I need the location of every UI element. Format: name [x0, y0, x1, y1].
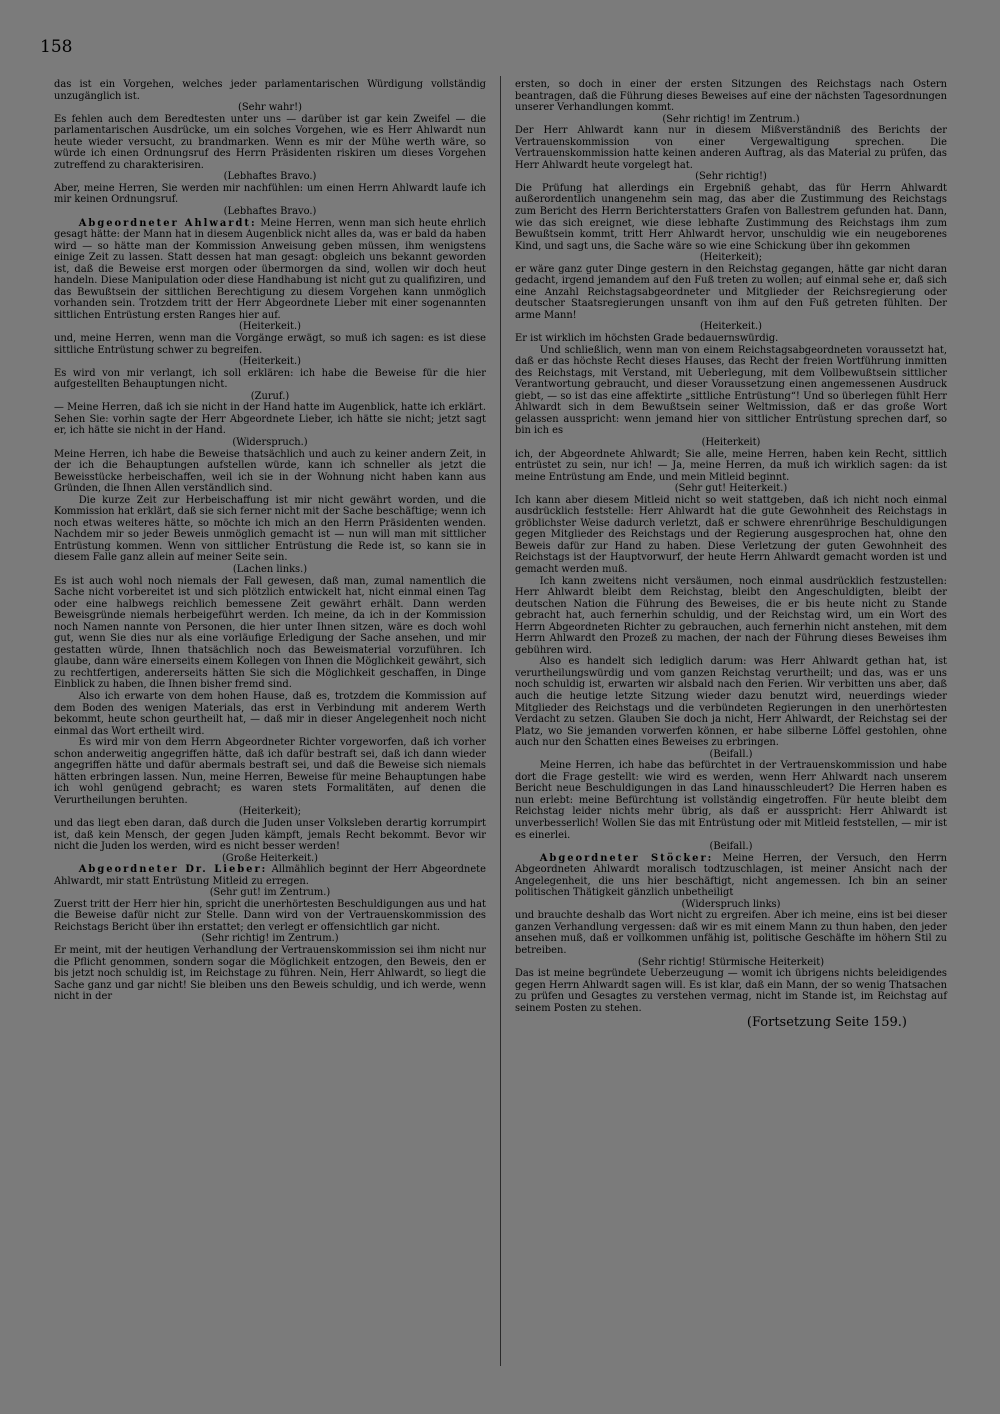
interjection: (Widerspruch.) [232, 436, 308, 448]
interjection: (Sehr richtig! im Zentrum.) [201, 933, 339, 945]
speech-paragraph [515, 853, 947, 899]
paragraph: und brauchte deshalb das Wort nicht zu ergreifen. Aber ich meine, eins ist bei dieser ganzen Verhandlung vergessen: daß wir es mit einem Mann zu thun haben, den jeder ansehen muß, daß er vollkommen unfähig ist, politische Geschäfte im höhern Stil zu betreiben. [515, 910, 947, 957]
paragraph: Es wird von mir verlangt, ich soll erklären: ich habe die Beweise für die hier aufgestellten Behauptungen nicht. [54, 367, 486, 391]
interjection: (Heiterkeit); [238, 806, 302, 818]
interjection: (Sehr gut! im Zentrum.) [209, 887, 331, 899]
paragraph: Die Prüfung hat allerdings ein Ergebniß gehabt, das für Herrn Ahlwardt außerordentlich unangenehm sein mag, das aber die Zustimmung des Reichstags zum Bericht des Herrn Berichterstatters Grafen von Ballestrem gefunden hat. Dann, wie das sich ereignet, wie diese lebhafte Zustimmung des Reichstags ihm zum Bewußtsein kommt, tritt Herr Ahlwardt hervor, unschuldig wie ein neugeborenes Kind, und sagt uns, die Sache wäre so wie eine Schickung über ihn gekommen [515, 182, 947, 252]
speaker-name: Abgeordneter Stöcker: [539, 852, 714, 864]
paragraph: Und schließlich, wenn man von einem Reichstagsabgeordneten voraussetzt hat, daß er das höchste Recht dieses Hauses, das Recht der freien Wortführung inmitten des Reichstags, mit Verstand, mit Ueberlegung, mit dem Vollbewußtsein sittlicher Verantwortung gebraucht, und dieser Voraussetzung einen angemessenen Ausdruck giebt, — so ist das eine affektirte „sittliche Entrüstung“! Und so überlegen fühlt Herr Ahlwardt sich in dem Bewußtsein seiner Weltmission, daß er das große Wort gelassen ausspricht: wenn jemand hier von sittlicher Entrüstung sprechen darf, so bin ich es [515, 344, 947, 437]
right-column [515, 79, 947, 1029]
interjection: (Heiterkeit.) [700, 321, 762, 333]
column-divider [500, 76, 501, 1366]
interjection: (Heiterkeit) [701, 436, 761, 448]
interjection: (Sehr wahr!) [238, 102, 302, 114]
paragraph: — Meine Herren, daß ich sie nicht in der Hand hatte im Augenblick, hatte ich erklärt. Sehen Sie: vorhin sagte der Herr Abgeordnete Lieber, ich hätte sie nicht; jetzt sagt er, ich hätte sie nicht in der Hand. [54, 402, 486, 437]
paragraph: Ich kann aber diesem Mitleid nicht so weit stattgeben, daß ich nicht noch einmal ausdrücklich feststelle: Herr Ahlwardt hat die gute Gewohnheit des Reichstags in gröblichster Weise dadurch verletzt, daß er schwere ehrenrührige Beschuldigungen gegen Mitglieder des Reichstags und der Regierung ausgesprochen hat, ohne den Beweis dafür zur Hand zu haben. Diese Verletzung der guten Gewohnheit des Reichstags ist der Hauptvorwurf, der heute Herrn Ahlwardt gemacht worden ist und gemacht werden muß. [515, 494, 947, 575]
speech-paragraph [54, 218, 486, 322]
paragraph: Meine Herren, ich habe das befürchtet in der Vertrauenskommission und habe dort die Frage gestellt: wie wird es werden, wenn Herr Ahlwardt nach unserem Bericht neue Beschuldigungen in das Land hinausschleudert? Die Herren haben es nun erlebt: meine Befürchtung ist vollständig eingetroffen. Für heute bleibt dem Reichstag leider nichts mehr übrig, als daß er ausspricht: Herr Ahlwardt ist unverbesserlich! Wollen Sie das mit Entrüstung oder mit Mitleid feststellen, — mir ist es einerlei. [515, 760, 947, 841]
speech-paragraph [54, 864, 486, 887]
paragraph: er wäre ganz guter Dinge gestern in den Reichstag gegangen, hätte gar nicht daran gedacht, irgend jemandem auf den Fuß treten zu wollen; auf einmal sehe er, daß sich eine Anzahl Reichstagsabgeordneter und Mitglieder der Reichsregierung oder deutscher Staatsregierungen unsanft von ihm auf den Fuß getreten fühlten. Der arme Mann! [515, 263, 947, 321]
paragraph: Es fehlen auch dem Beredtesten unter uns — darüber ist gar kein Zweifel — die parlamentarischen Ausdrücke, um ein solches Vorgehen, wie es Herr Ahlwardt nun heute wieder versucht, zu brandmarken. Wenn es mir der Mühe werth wäre, so würde ich einen Ordnungsruf des Herrn Präsidenten riskiren um dieses Vorgehen zutreffend zu charakterisiren. [54, 113, 486, 171]
interjection: (Lachen links.) [232, 563, 308, 575]
paragraph: Der Herr Ahlwardt kann nur in diesem Mißverständniß des Berichts der Vertrauenskommission von einer Vergewaltigung sprechen. Die Vertrauenskommission hatte keinen anderen Auftrag, als das Material zu prüfen, das Herr Ahlwardt heute vorgelegt hat. [515, 125, 947, 171]
paragraph: ersten, so doch in einer der ersten Sitzungen des Reichstags nach Ostern beantragen, daß die Führung dieses Beweises auf eine der nächsten Tagesordnungen unserer Verhandlungen kommt. [515, 79, 947, 114]
interjection: (Zuruf.) [250, 390, 290, 402]
paragraph: Meine Herren, ich habe die Beweise thatsächlich und auch zu keiner andern Zeit, in der ich die Behauptungen aufstellen würde, kann ich schneller als jetzt die Beweisstücke herbeischaffen, weil ich sie in der Wohnung nicht haben kann aus Gründen, die Ihnen Allen verständlich sind. [54, 448, 486, 495]
paragraph: Es wird mir von dem Herrn Abgeordneter Richter vorgeworfen, daß ich vorher schon anderweitig angegriffen hätte, daß ich dafür bestraft sei, daß ich dann wieder angegriffen hätte und dafür abermals bestraft sei, und daß die Beweise sich niemals hätten erbringen lassen. Nun, meine Herren, Beweise für meine Behauptungen habe ich wohl genügend gebracht; es waren stets Formalitäten, auf denen die Verurtheilungen beruhten. [54, 737, 486, 806]
interjection: (Sehr richtig!) [695, 171, 767, 183]
paragraph: Also ich erwarte von dem hohen Hause, daß es, trotzdem die Kommission auf dem Boden des wenigen Materials, das erst in Verbindung mit anderem Werth bekommt, heute schon geurtheilt hat, — daß mir in dieser Angelegenheit noch nicht einmal das Wort ertheilt wird. [54, 690, 486, 737]
interjection: (Heiterkeit.) [239, 321, 301, 333]
continuation-note: (Fortsetzung Seite 159.) [746, 1015, 907, 1031]
paragraph: ich, der Abgeordnete Ahlwardt; Sie alle, meine Herren, haben kein Recht, sittlich entrüstet zu sein, nur ich! — Ja, meine Herren, da muß ich wirklich sagen: da ist meine Entrüstung am Ende, und mein Mitleid beginnt. [515, 448, 947, 483]
speech-text: Allmählich beginnt der Herr Abgeordnete Ahlwardt, mir statt Entrüstung Mitleid zu erregen. [54, 864, 486, 887]
paragraph: Er meint, mit der heutigen Verhandlung der Vertrauenskommission sei ihm nicht nur die Pflicht genommen, sondern sogar die Möglichkeit entzogen, den Beweis, den er bis jetzt noch schuldig ist, im Reichstage zu führen. Nein, Herr Ahlwardt, so liegt die Sache ganz und gar nicht! Sie bleiben uns den Beweis schuldig, und ich werde, wenn nicht in der [54, 945, 486, 1003]
paragraph: Aber, meine Herren, Sie werden mir nachfühlen: um einen Herrn Ahlwardt laufe ich mir keinen Ordnungsruf. [54, 182, 486, 206]
paragraph: Also es handelt sich lediglich darum: was Herr Ahlwardt gethan hat, ist verurtheilungswürdig und vom ganzen Reichstag verurtheilt; und das, was er uns noch schuldig ist, erwarten wir alsbald nach den Ferien. Wir verbitten uns aber, daß auch die heutige letzte Sitzung wieder dazu benutzt wird, neuerdings wieder Mitglieder des Reichstags und die verbündeten Regierungen in den unerhörtesten Verdacht zu setzen. Glauben Sie doch ja nicht, Herr Ahlwardt, der Reichstag sei der Platz, wo Sie jemanden vorwerfen können, er habe silberne Löffel gestohlen, ohne auch nur den Schatten eines Beweises zu erbringen. [515, 656, 947, 749]
speech-text: Meine Herren, wenn man sich heute ehrlich gesagt hätte: der Mann hat in diesem Augenblick nicht alles da, was er bald da haben wird — so hätte man der Kommission Anweisung geben müssen, ihm wenigstens einige Zeit zu lassen. Statt dessen hat man gesagt: obgleich uns bekannt geworden ist, daß die Beweise erst morgen oder übermorgen da sind, wollen wir doch heut handeln. Diese Manipulation oder diese Handhabung ist nicht gut zu qualifiziren, und das Bewußtsein der sittlichen Berechtigung zu diesem Vorgehen kann unmöglich vorhanden sein. Trotzdem tritt der Herr Abgeordnete Lieber mit einer sogenannten sittlichen Entrüstung ersten Ranges hier auf. [54, 217, 486, 321]
paragraph: Zuerst tritt der Herr hier hin, spricht die unerhörtesten Beschuldigungen aus und hat die Beweise dafür nicht zur Stelle. Dann wird von der Vertrauenskommission des Reichstags Bericht über ihn erstattet; den verlegt er offensichtlich gar nicht. [54, 898, 486, 933]
paragraph: Es ist auch wohl noch niemals der Fall gewesen, daß man, zumal namentlich die Sache nicht vorbereitet ist und sich plötzlich entwickelt hat, nicht einmal einen Tag oder eine halbwegs reichlich bemessene Zeit gewährt erhält. Dann werden Beweisgründe niemals herbeigeführt werden. Ich meine, da ich in der Kommission noch Namen nannte von Personen, die hier unter Ihnen sitzen, wäre es doch wohl gut, wenn Sie dies nur als eine vorläufige Erledigung der Sache ansehen, und mir gestatten würde, Ihnen thatsächlich noch das Beweismaterial vorzuführen. Ich glaube, dann wäre einerseits einem Kollegen von Ihnen die Möglichkeit gewährt, sich zu rechtfertigen, andererseits hätten Sie sich die Möglichkeit geschaffen, in Dinge Einblick zu haben, die Ihnen bisher fremd sind. [54, 575, 486, 691]
paragraph: Die kurze Zeit zur Herbeischaffung ist mir nicht gewährt worden, und die Kommission hat erklärt, daß sie sich ferner nicht mit der Sache beschäftige; wenn ich noch etwas weiteres hätte, so möchte ich mich an den Herrn Präsidenten wenden. Nachdem mir so jeder Beweis unmöglich gemacht ist — nun will man mit sittlicher Entrüstung kommen. Wenn von sittlicher Entrüstung die Rede ist, so kann sie in diesem Falle ganz allein auf meiner Seite sein. [54, 494, 486, 564]
interjection: (Sehr gut! Heiterkeit.) [674, 483, 788, 495]
interjection: (Beifall.) [709, 841, 753, 853]
speaker-name: Abgeordneter Dr. Lieber: [78, 864, 268, 876]
speaker-name: Abgeordneter Ahlwardt: [78, 217, 257, 229]
interjection: (Sehr richtig! im Zentrum.) [662, 113, 800, 125]
interjection: (Lebhaftes Bravo.) [223, 206, 317, 218]
interjection: (Widerspruch links) [681, 898, 781, 910]
interjection: (Heiterkeit.) [239, 356, 301, 368]
paragraph: Das ist meine begründete Ueberzeugung — womit ich übrigens nichts beleidigendes gegen Herrn Ahlwardt sagen will. Es ist klar, daß ein Mann, der so wenig Thatsachen zu prüfen und Gesagtes zu verstehen vermag, nicht im Stande ist, im Reichstag auf seinem Posten zu stehen. [515, 968, 947, 1014]
paragraph: und das liegt eben daran, daß durch die Juden unser Volksleben derartig korrumpirt ist, daß kein Mensch, der gegen Juden kämpft, jemals Recht bekommt. Bevor wir nicht die Juden los werden, wird es nicht besser werden! [54, 818, 486, 853]
paragraph: das ist ein Vorgehen, welches jeder parlamentarischen Würdigung vollständig unzugänglich ist. [54, 79, 486, 102]
interjection: (Beifall.) [709, 748, 753, 760]
page-number: 158 [40, 37, 73, 57]
speech-text: Meine Herren, der Versuch, den Herrn Abgeordneten Ahlwardt moralisch todtzuschlagen, ist meiner Ansicht nach der Angelegenheit, die uns hier beschäftigt, nicht angemessen. Ich bin an seiner politischen Thätigkeit gänzlich unbetheiligt [515, 852, 947, 899]
interjection: (Sehr richtig! Stürmische Heiterkeit) [637, 956, 825, 968]
interjection: (Lebhaftes Bravo.) [223, 171, 317, 183]
interjection: (Heiterkeit); [699, 252, 763, 264]
paragraph: Er ist wirklich im höchsten Grade bedauernswürdig. [515, 333, 779, 345]
left-column [54, 79, 486, 1003]
paragraph: und, meine Herren, wenn man die Vorgänge erwägt, so muß ich sagen: es ist diese sittliche Entrüstung schwer zu begreifen. [54, 333, 486, 356]
interjection: (Große Heiterkeit.) [221, 852, 319, 864]
paragraph: Ich kann zweitens nicht versäumen, noch einmal ausdrücklich festzustellen: Herr Ahlwardt bleibt dem Reichstag, bleibt den Angeschuldigten, bleibt der deutschen Nation die Führung des Beweises, die er bis heute nicht zu Stande gebracht hat, auch fernerhin schuldig, und der Reichstag wird, um ein Wort des Herrn Abgeordneten Richter zu gebrauchen, auch fernerhin nicht anstehen, mit dem Herrn Ahlwardt den Prozeß zu machen, der nach der Führung dieses Beweises ihm gebühren wird. [515, 575, 947, 656]
